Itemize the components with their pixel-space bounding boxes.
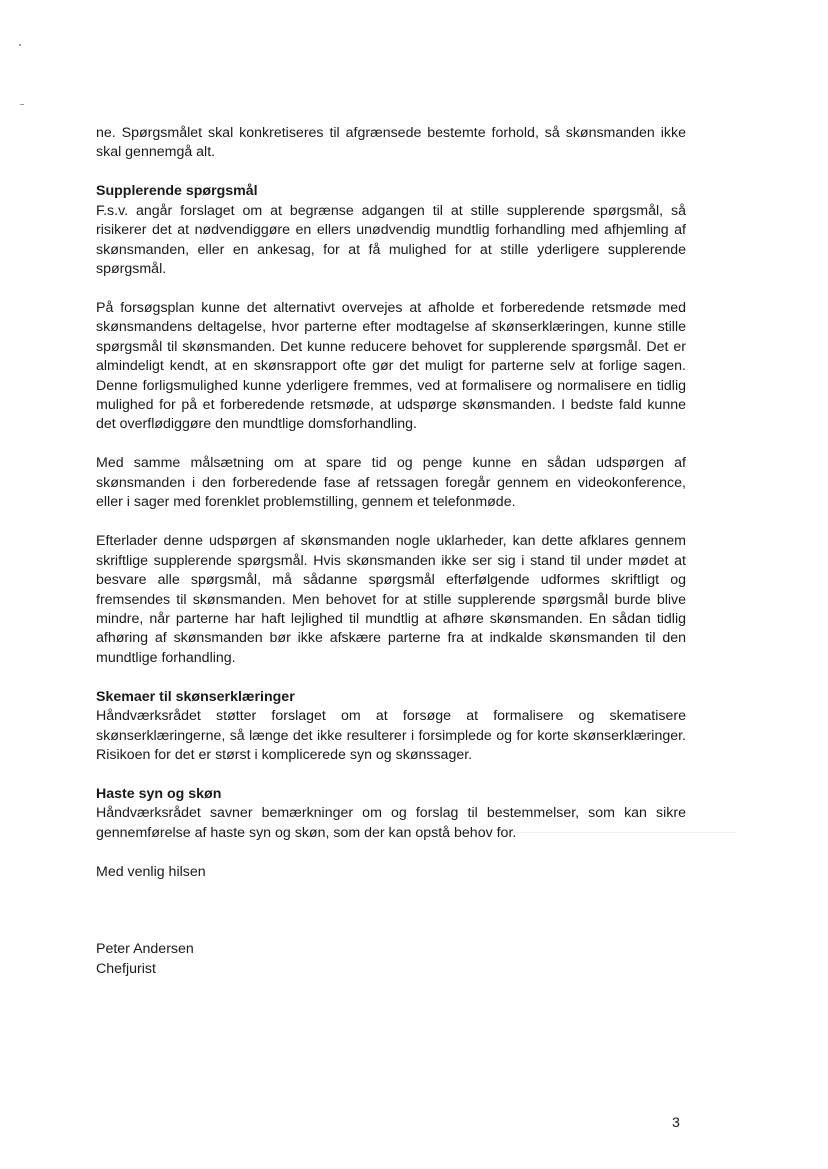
closing-salutation: Med venlig hilsen — [96, 863, 206, 880]
signature-title: Chefjurist — [96, 960, 156, 977]
section-urgent-inspection — [96, 785, 686, 843]
section-paragraph: Med samme målsætning om at spare tid og penge kunne en sådan udspørgen af skønsmanden i den forberedende fase af retssagen foregår gennem en videokonference, eller i sager med forenklet problemstilling, gennem et telefonmøde. — [96, 455, 686, 511]
section-supplementary-questions — [96, 182, 686, 668]
section-paragraph: Håndværksrådet støtter forslaget om at forsøge at formalisere og skematisere skønserklæringerne, så længe det ikke resulterer i forsimplede og for korte skønserklæringer. Risikoen for det er størst i komplicerede syn og skønssager. — [96, 708, 686, 763]
section-paragraph: På forsøgsplan kunne det alternativt overvejes at afholde et forberedende retsmøde med skønsmandens deltagelse, hvor parterne efter modtagelse af skønserklæringen, kunne stille spørgsmål til skønsmanden. Det kunne reducere behovet for supplerende spørgsmål. Det er almindeligt kendt, at en skønsrapport ofte gør det muligt for parterne selv at forlige sagen. Denne forligsmulighed kunne yderligere fremmes, ved at formalisere og normalisere en tidlig mulighed for på et forberedende retsmøde, at udspørge skønsmanden. I bedste fald kunne det overflødiggøre den mundtlige domsforhandling. — [96, 300, 686, 433]
signature-block — [96, 940, 686, 979]
section-heading: Supplerende spørgsmål — [96, 183, 258, 200]
section-heading: Skemaer til skønserklæringer — [96, 688, 295, 705]
scan-artifact — [19, 44, 21, 46]
section-forms-for-expert-statements — [96, 688, 686, 766]
scan-artifact — [20, 104, 24, 105]
signature-name: Peter Andersen — [96, 941, 194, 958]
section-paragraph: F.s.v. angår forslaget om at begrænse adgangen til at stille supplerende spørgsmål, så risikerer det at nødvendiggøre en ellers unødvendig mundtlig forhandling med afhjemling af skønsmanden, eller en ankesag, for at få mulighed for at stille yderligere supplerende spørgsmål. — [96, 202, 686, 278]
section-paragraph: Efterlader denne udspørgen af skønsmanden nogle uklarheder, kan dette afklares gennem skriftlige supplerende spørgsmål. Hvis skønsmanden ikke ser sig i stand til under mødet at besvare alle spørgsmål, må sådanne spørgsmål efterfølgende udformes skriftligt og fremsendes til skønsmanden. Men behovet for at stille supplerende spørgsmål burde blive mindre, når parterne har haft lejlighed til mundtlig at afhøre skønsmanden. En sådan tidlig afhøring af skønsmanden bør ikke afskære parterne fra at indkalde skønsmanden til den mundtlige forhandling. — [96, 533, 686, 666]
section-paragraph: Håndværksrådet savner bemærkninger om og forslag til bestemmelser, som kan sikre gennemførelse af haste syn og skøn, som der kan opstå behov for. — [96, 805, 686, 841]
section-heading: Haste syn og skøn — [96, 785, 222, 802]
intro-paragraph: ne. Spørgsmålet skal konkretiseres til afgrænsede bestemte forhold, så skønsmanden ikke skal gennemgå alt. — [96, 125, 686, 161]
page-number: 3 — [672, 1115, 680, 1131]
letter-body — [96, 124, 686, 979]
